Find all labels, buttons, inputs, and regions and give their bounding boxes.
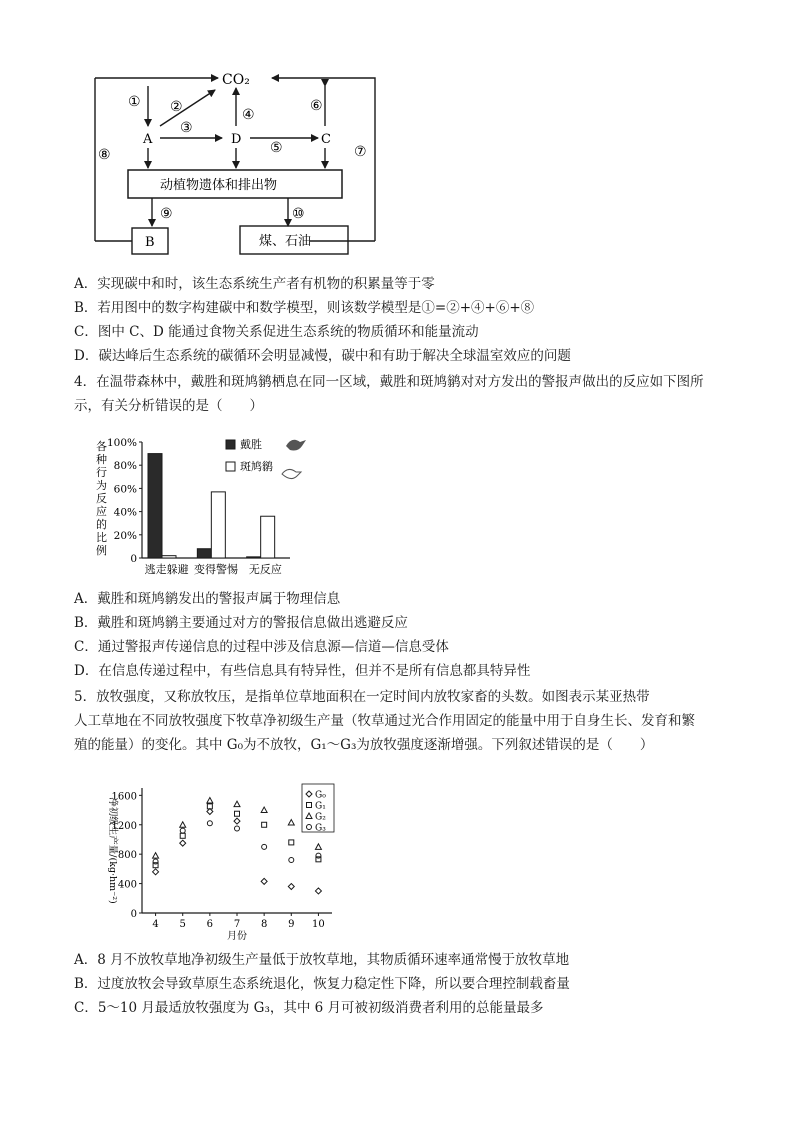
bar-legend-swatch — [226, 462, 235, 471]
scatter-ylabel: 净初级生产量/(kg·hm⁻²) — [107, 797, 118, 904]
arrow-label-5: ⑤ — [270, 140, 283, 156]
scatter-xlabel: 月份 — [227, 931, 247, 940]
scatter-legend-label: G₃ — [315, 823, 326, 834]
scatter-ytick-label: 1600 — [111, 791, 137, 803]
carbon-cycle-diagram — [70, 56, 390, 261]
q3-option-a: A．实现碳中和时，该生态系统生产者有机物的积累量等于零 — [74, 276, 435, 292]
arrow-label-3: ③ — [180, 120, 193, 136]
bar-category-label: 逃走躲避 — [144, 563, 189, 576]
node-c: C — [321, 132, 331, 147]
bar-0-0 — [148, 454, 162, 558]
bar-legend-swatch — [226, 440, 235, 449]
scatter-point-g2 — [153, 853, 159, 859]
q5-stem-line1: 5．放牧强度，又称放牧压，是指单位草地面积在一定时间内放牧家畜的头数。如图表示某亚热带 — [74, 689, 650, 705]
scatter-point-g1 — [289, 840, 294, 845]
bar-category-label: 无反应 — [248, 563, 282, 576]
hoopoe-bird-icon — [286, 440, 306, 451]
bar-ytick-label: 0 — [130, 553, 137, 565]
q5-stem-line3: 殖的能量）的变化。其中 G₀为不放牧，G₁～G₃为放牧强度逐渐增强。下列叙述错误的是（ ） — [74, 737, 654, 753]
bar-legend-label: 斑鸠鹟 — [240, 460, 273, 473]
q4-option-c: C．通过警报声传递信息的过程中涉及信息源—信道—信息受体 — [74, 639, 449, 655]
scatter-legend-label: G₂ — [315, 812, 326, 823]
arrow-label-8: ⑧ — [98, 147, 111, 163]
scatter-point-g3 — [316, 853, 321, 858]
scatter-point-g0 — [288, 884, 294, 890]
q4-stem-line1: 4．在温带森林中，戴胜和斑鸠鹟栖息在同一区域，戴胜和斑鸠鹟对对方发出的警报声做出的反应如下图所 — [74, 374, 704, 390]
npp-scatter-chart — [96, 780, 346, 940]
arrow-label-2: ② — [170, 99, 183, 115]
bar-legend-label: 戴胜 — [240, 438, 262, 451]
q5-option-b: B．过度放牧会导致草原生态系统退化，恢复力稳定性下降，所以要合理控制载畜量 — [74, 976, 570, 992]
bar-1-1 — [211, 492, 225, 558]
scatter-xtick-label: 4 — [152, 919, 159, 930]
scatter-point-g0 — [261, 878, 267, 884]
scatter-legend-label: G₀ — [315, 790, 326, 801]
scatter-point-g0 — [207, 809, 213, 815]
remains-box-label: 动植物遗体和排出物 — [160, 178, 278, 193]
bar-0-2 — [247, 557, 261, 558]
bar-1-0 — [162, 556, 176, 558]
q4-stem-line2: 示，有关分析错误的是（ ） — [74, 398, 263, 414]
scatter-ytick-label: 800 — [117, 850, 137, 862]
q4-option-b: B．戴胜和斑鸠鹟主要通过对方的警报信息做出逃避反应 — [74, 615, 408, 631]
arrow-label-10: ⑩ — [292, 206, 305, 222]
scatter-point-g0 — [153, 869, 159, 875]
scatter-point-g0 — [315, 888, 321, 894]
node-d: D — [231, 132, 242, 147]
scatter-point-g1 — [180, 833, 185, 838]
bar-ytick-label: 40% — [113, 506, 137, 519]
arrow-label-6: ⑥ — [310, 98, 323, 114]
bar-ylabel: 各种行为反应的比例 — [96, 440, 107, 557]
bar-1-2 — [261, 516, 275, 558]
scatter-ytick-label: 1200 — [111, 820, 137, 832]
scatter-point-g2 — [234, 801, 240, 807]
q3-option-d: D．碳达峰后生态系统的碳循环会明显减慢，碳中和有助于解决全球温室效应的问题 — [74, 348, 571, 364]
scatter-xtick-label: 9 — [288, 919, 295, 930]
co2-node: CO₂ — [222, 72, 250, 88]
scatter-xtick-label: 5 — [179, 919, 186, 930]
scatter-point-g3 — [207, 821, 212, 826]
babbler-bird-icon — [282, 469, 301, 478]
arrow-label-1: ① — [128, 94, 141, 110]
scatter-point-g3 — [289, 858, 294, 863]
q5-option-a: A．8 月不放牧草地净初级生产量低于放牧草地，其物质循环速率通常慢于放牧草地 — [74, 952, 570, 968]
scatter-point-g2 — [261, 807, 267, 813]
scatter-point-g3 — [153, 859, 158, 864]
scatter-point-g3 — [180, 828, 185, 833]
scatter-point-g0 — [180, 840, 186, 846]
scatter-point-g3 — [235, 826, 240, 831]
scatter-point-g3 — [262, 844, 267, 849]
scatter-point-g2 — [207, 798, 213, 804]
q4-option-a: A．戴胜和斑鸠鹟发出的警报声属于物理信息 — [74, 591, 341, 607]
scatter-xtick-label: 8 — [260, 919, 268, 930]
fossil-box-label: 煤、石油 — [259, 234, 312, 249]
scatter-point-g2 — [315, 844, 321, 850]
warning-response-bar-chart — [90, 432, 320, 580]
arrow-label-9: ⑨ — [160, 206, 173, 222]
scatter-ytick-label: 0 — [130, 909, 137, 920]
scatter-point-g1 — [262, 822, 267, 827]
scatter-xtick-label: 7 — [233, 919, 241, 930]
scatter-point-g1 — [235, 811, 240, 816]
arrow-label-4: ④ — [242, 107, 255, 123]
arrow-label-7: ⑦ — [354, 144, 367, 160]
scatter-point-g0 — [234, 818, 240, 824]
scatter-xtick-label: 6 — [206, 919, 214, 930]
bar-ytick-label: 100% — [106, 437, 137, 449]
bar-0-1 — [197, 549, 211, 558]
bar-ytick-label: 80% — [113, 460, 137, 473]
scatter-legend-label: G₁ — [315, 801, 326, 812]
bar-ytick-label: 60% — [113, 483, 137, 496]
q3-option-b: B．若用图中的数字构建碳中和数学模型，则该数学模型是①=②+④+⑥+⑧ — [74, 300, 535, 316]
bar-category-label: 变得警惕 — [194, 563, 238, 576]
node-a: A — [143, 132, 153, 147]
q5-option-c: C．5～10 月最适放牧强度为 G₃，其中 6 月可被初级消费者利用的总能量最多 — [74, 1000, 544, 1016]
bar-ytick-label: 20% — [113, 529, 137, 542]
node-b: B — [145, 235, 155, 250]
q4-option-d: D．在信息传递过程中，有些信息具有特异性，但并不是所有信息都具特异性 — [74, 663, 531, 679]
q5-stem-line2: 人工草地在不同放牧强度下牧草净初级生产量（牧草通过光合作用固定的能量中用于自身生长、发育和繁 — [74, 713, 695, 729]
scatter-point-g2 — [180, 822, 186, 828]
q3-option-c: C．图中 C、D 能通过食物关系促进生态系统的物质循环和能量流动 — [74, 324, 479, 340]
scatter-point-g2 — [288, 820, 294, 826]
scatter-xtick-label: 10 — [312, 919, 325, 930]
scatter-ytick-label: 400 — [117, 879, 137, 891]
